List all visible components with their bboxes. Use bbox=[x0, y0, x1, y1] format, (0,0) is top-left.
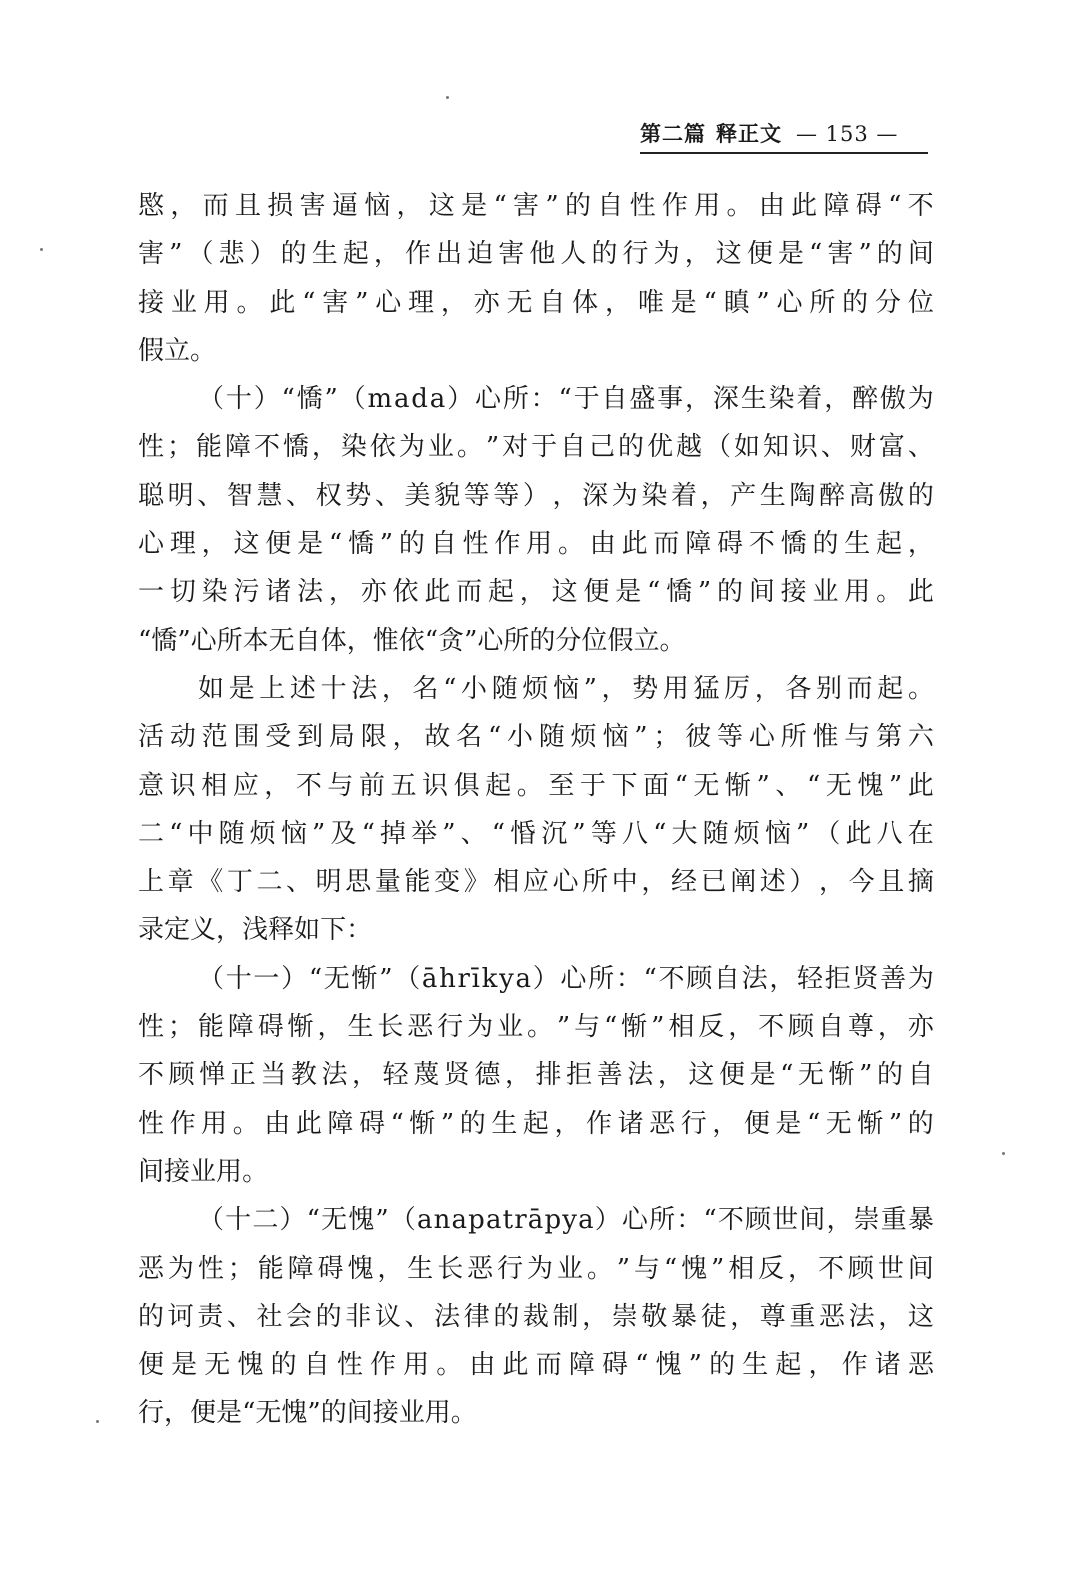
page-number: — 153 — bbox=[796, 122, 899, 146]
text-line: 一 切 染 污 诸 法 ， 亦 依 此 而 起 ， 这 便 是 “ 憍 ” 的 间 接 业 用 。 此 bbox=[138, 577, 934, 608]
text-line: “ 憍 ” 心 所 本 无 自 体 ， 惟 依 “ 贪 ” 心 所 的 分 位 假 立 。 bbox=[138, 625, 686, 656]
text-line: 意 识 相 应 ， 不 与 前 五 识 俱 起 。 至 于 下 面 “ 无 惭 ” 、 “ 无 愧 ” 此 bbox=[138, 770, 934, 801]
text-line: 性 ； 能 障 不 憍 ， 染 依 为 业 。 ” 对 于 自 己 的 优 越 （ 如 知 识 、 财 富 、 bbox=[138, 432, 934, 463]
text-line: 活 动 范 围 受 到 局 限 ， 故 名 “ 小 随 烦 恼 ” ； 彼 等 心 所 惟 与 第 六 bbox=[138, 722, 934, 753]
text-line: 录 定 义 ， 浅 释 如 下 ： bbox=[138, 915, 373, 946]
scan-speck bbox=[446, 96, 449, 99]
paragraph bbox=[138, 375, 934, 665]
paragraph bbox=[138, 1196, 934, 1437]
paragraph bbox=[138, 665, 934, 955]
text-line: 性 ； 能 障 碍 惭 ， 生 长 恶 行 为 业 。 ” 与 “ 惭 ” 相 反 ， 不 顾 自 尊 ， 亦 bbox=[138, 1012, 934, 1043]
text-line: 上 章 《 丁 二 、 明 思 量 能 变 》 相 应 心 所 中 ， 经 已 阐 述 ） ， 今 且 摘 bbox=[138, 867, 934, 898]
text-line: （ 十 二 ） “ 无 愧 ” （ a n a p a t r ā p y a ） 心 所 ： “ 不 顾 世 间 ， 崇 重 暴 bbox=[198, 1205, 934, 1236]
text-line: 害 ” （ 悲 ） 的 生 起 ， 作 出 迫 害 他 人 的 行 为 ， 这 便 是 “ 害 ” 的 间 bbox=[138, 239, 934, 270]
text-line: （ 十 一 ） “ 无 惭 ” （ ā h r ī k y a ） 心 所 ： “ 不 顾 自 法 ， 轻 拒 贤 善 为 bbox=[198, 963, 934, 994]
text-line: 二 “ 中 随 烦 恼 ” 及 “ 掉 举 ” 、 “ 惛 沉 ” 等 八 “ 大 随 烦 恼 ” （ 此 八 在 bbox=[138, 818, 934, 849]
scan-speck bbox=[1002, 1152, 1005, 1155]
part-title: 第二篇 bbox=[640, 121, 706, 146]
text-line: 行 ， 便 是 “ 无 愧 ” 的 间 接 业 用 。 bbox=[138, 1398, 477, 1429]
scan-speck bbox=[40, 248, 43, 251]
text-line: 不 顾 惮 正 当 教 法 ， 轻 蔑 贤 德 ， 排 拒 善 法 ， 这 便 是 “ 无 惭 ” 的 自 bbox=[138, 1060, 934, 1091]
text-line: （ 十 ） “ 憍 ” （ m a d a ） 心 所 ： “ 于 自 盛 事 ， 深 生 染 着 ， 醉 傲 为 bbox=[198, 384, 934, 415]
section-title: 释正文 bbox=[716, 121, 782, 146]
text-line: 愍 ， 而 且 损 害 逼 恼 ， 这 是 “ 害 ” 的 自 性 作 用 。 由 此 障 碍 “ 不 bbox=[138, 191, 934, 221]
text-line: 恶 为 性 ； 能 障 碍 愧 ， 生 长 恶 行 为 业 。 ” 与 “ 愧 ” 相 反 ， 不 顾 世 间 bbox=[138, 1253, 934, 1284]
text-line: 性 作 用 。 由 此 障 碍 “ 惭 ” 的 生 起 ， 作 诸 恶 行 ， 便 是 “ 无 惭 ” 的 bbox=[138, 1108, 934, 1139]
scan-speck bbox=[96, 1420, 99, 1423]
text-line: 假 立 。 bbox=[138, 335, 217, 366]
paragraph bbox=[138, 182, 934, 375]
text-line: 的 诃 责 、 社 会 的 非 议 、 法 律 的 裁 制 ， 崇 敬 暴 徒 ， 尊 重 恶 法 ， 这 bbox=[138, 1301, 934, 1332]
paragraph bbox=[138, 955, 934, 1196]
text-line: 便 是 无 愧 的 自 性 作 用 。 由 此 而 障 碍 “ 愧 ” 的 生 起 ， 作 诸 恶 bbox=[138, 1350, 934, 1381]
running-header bbox=[640, 118, 928, 154]
text-line: 间 接 业 用 。 bbox=[138, 1156, 269, 1187]
text-line: 心 理 ， 这 便 是 “ 憍 ” 的 自 性 作 用 。 由 此 而 障 碍 不 憍 的 生 起 ， bbox=[138, 529, 934, 560]
page-body bbox=[138, 182, 934, 1438]
text-line: 如 是 上 述 十 法 ， 名 “ 小 随 烦 恼 ” ， 势 用 猛 厉 ， 各 别 而 起 。 bbox=[198, 673, 934, 704]
text-line: 聪 明 、 智 慧 、 权 势 、 美 貌 等 等 ） ， 深 为 染 着 ， 产 生 陶 醉 高 傲 的 bbox=[138, 480, 934, 511]
text-line: 接 业 用 。 此 “ 害 ” 心 理 ， 亦 无 自 体 ， 唯 是 “ 瞋 ” 心 所 的 分 位 bbox=[138, 287, 934, 318]
